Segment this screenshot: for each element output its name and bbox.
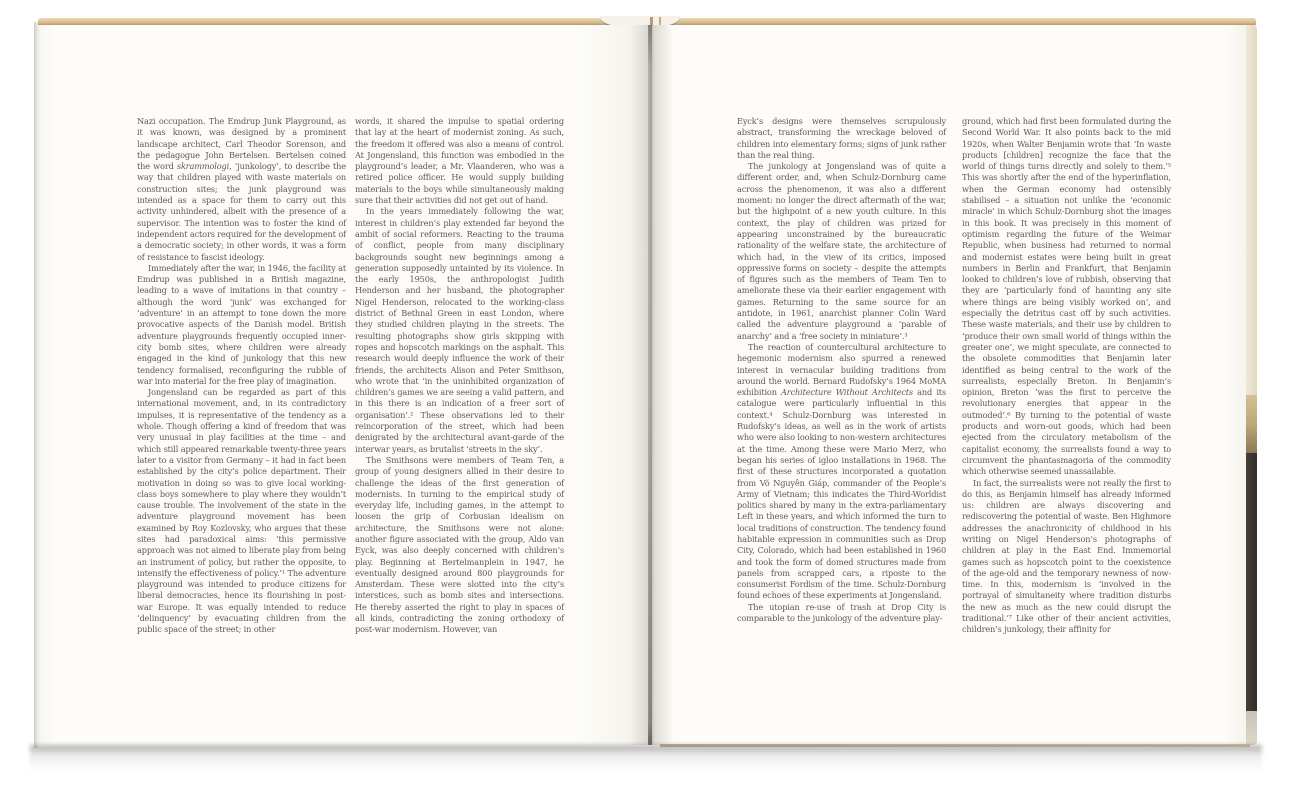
text-column-4 xyxy=(962,116,1171,636)
fore-edge-pages-speckled xyxy=(1246,395,1257,453)
page-gutter-line xyxy=(648,25,652,745)
fore-edge xyxy=(1246,25,1257,745)
paragraph: Immediately after the war, in 1946, the facility at Emdrup was published in a British magazine, leading to a wave of imitations in that country – although the word ‘junk’ was exchanged for ‘adventure’ in an attempt to tone down the more provocative aspects of the Danish model. British adventure playgrounds frequently occupied inner-city bomb sites, where children were already engaged in the kind of junkology that this new tendency formalised, reconfiguring the rubble of war into material for the free play of imagination. xyxy=(137,262,346,386)
paragraph: The utopian re-use of trash at Drop City is comparable to the junkology of the adventure play- xyxy=(737,601,946,624)
paragraph: The junkology at Jongensland was of quite a different order, and, when Schulz-Dornburg came across the phenomenon, it was also a different moment: no longer the direct aftermath of the war, but the highpoint of a new youth culture. In this context, the play of children was prized for appearing unconstrained by the bureaucratic rationality of the welfare state, the architecture of which had, in the view of its critics, imposed oppressive forms on society – despite the attempts of figures such as the members of Team Ten to ameliorate these via their earlier engagement with games. Returning to the same source for an antidote, in 1961, anarchist planner Colin Ward called the adventure playground a ‘parable of anarchy’ and a ‘free society in miniature’.³ xyxy=(737,161,946,341)
fore-edge-pages-lower xyxy=(1246,711,1257,745)
left-page-edge-shade xyxy=(34,22,40,748)
fore-edge-pages-light xyxy=(1246,25,1257,395)
paragraph: In fact, the surrealists were not really the first to do this, as Benjamin himself has already informed us: children are always discovering and rediscovering the potential of waste. Ben Highmore addresses the anachronicity of childhood in his writing on Nigel Henderson’s photographs of children at play in the East End. Immemorial games such as hopscotch point to the coexistence of the age-old and the temporary newness of now-time. In this, modernism is ‘involved in the portrayal of simultaneity where tradition disturbs the new as much as the new could disrupt the traditional.’⁷ Like other of their ancient activities, children’s junkology, their affinity for xyxy=(962,477,1171,635)
paragraph: ground, which had first been formulated during the Second World War. It also points back to the mid 1920s, when Walter Benjamin wrote that ‘In waste products [children] recognize the face that the world of things turns directly and solely to them.’⁵ This was shortly after the end of the hyperinflation, when the German economy had ostensibly stabilised – a situation not unlike the ‘economic miracle’ in which Schulz-Dornburg shot the images in this book. It was precisely in this moment of optimism regarding the future of the Weimar Republic, when business had returned to normal and modernist estates were being built in great numbers in Berlin and Frankfurt, that Benjamin looked to children’s love of rubbish, observing that they are ‘particularly fond of haunting any site where things are being visibly worked on’, and especially the detritus cast off by such activities. These waste materials, and their use by children to ‘produce their own small world of things within the greater one’, we might speculate, are connected to the obsolete commodities that Benjamin later identified as being central to the work of the surrealists, especially Breton. In Benjamin’s opinion, Breton ‘was the first to perceive the revolutionary energies that appear in the outmoded’.⁶ By turning to the potential of waste products and worn-out goods, which had been ejected from the circulatory metabolism of the capitalist economy, the surrealists found a way to circumvent the phantasmagoria of the commodity which otherwise seemed unassailable. xyxy=(962,116,1171,477)
text-column-3 xyxy=(737,116,946,624)
paragraph: words, it shared the impulse to spatial ordering that lay at the heart of modernist zoning. As such, the freedom it offered was also a means of control. At Jongensland, this function was embodied in the playground’s leader, a Mr. Vlaanderen, who was a retired police officer. He would supply building materials to the boys while simultaneously making sure that their activities did not get out of hand. xyxy=(355,116,564,206)
paragraph: Eyck’s designs were themselves scrupulously abstract, transforming the wreckage beloved of children into elementary forms; signs of junk rather than the real thing. xyxy=(737,116,946,160)
book-drop-shadow xyxy=(30,745,1262,771)
fore-edge-pages-dark xyxy=(1246,453,1257,711)
paragraph: The reaction of countercultural architecture to hegemonic modernism also spurred a renewed interest in vernacular building traditions from around the world. Bernard Rudofsky’s 1964 MoMA exhibition Architecture Without Architects and its catalogue were particularly influential in this context.⁴ Schulz-Dornburg was interested in Rudofsky’s ideas, as well as in the work of artists who were also looking to non-western architectures at the time. Among these were Mario Merz, who began his series of igloo installations in 1968. The first of these structures incorporated a quotation from Võ Nguyên Giáp, commander of the People’s Army of Vietnam; this indicates the Third-Worldist politics shared by many in the extra-parliamentary Left in these years, and which informed the turn to local traditions of construction. The tendency found habitable expression in communities such as Drop City, Colorado, which had been established in 1960 and took the form of domed structures made from panels from scrapped cars, a riposte to the consumerist Fordism of the time. Schulz-Dornburg found echoes of these experiments at Jongensland. xyxy=(737,341,946,601)
text-column-2 xyxy=(355,116,564,636)
paragraph: Nazi occupation. The Emdrup Junk Playground, as it was known, was designed by a prominent landscape architect, Carl Theodor Sorenson, and the pedagogue John Bertelsen. Bertelsen coined the word skrammologi, ‘junkology’, to describe the way that children played with waste materials on construction sites; the junk playground was intended as a space for them to carry out this activity unhindered, albeit with the presence of a supervisor. The intention was to foster the kind of independent actors required for the development of a democratic society; in other words, it was a form of resistance to fascist ideology. xyxy=(137,116,346,262)
paragraph: Jongensland can be regarded as part of this international movement, and, in its contradictory impulses, it is representative of the tendency as a whole. Though offering a kind of freedom that was very unusual in play facilities at the time – and which still appeared remarkable twenty-three years later to a visitor from Germany – it had in fact been established by the city’s police department. Their motivation in doing so was to give local working-class boys somewhere to play where they wouldn’t cause trouble. The involvement of the state in the adventure playground movement has been examined by Roy Kozlovsky, who argues that these sites had paradoxical aims: ‘this permissive approach was not aimed to liberate play from being an instrument of policy, but rather the opposite, to intensify the effectiveness of policy.’¹ The adventure playground was intended to produce citizens for liberal democracies, hence its flourishing in post-war Europe. It was equally intended to reduce ‘delinquency’ by evacuating children from the public space of the street; in other xyxy=(137,387,346,635)
text-column-1 xyxy=(137,116,346,636)
paragraph: In the years immediately following the war, interest in children’s play extended far beyond the ambit of social reformers. Reacting to the trauma of conflict, people from many disciplinary backgrounds sought new beginnings among a generation supposedly untainted by its violence. In the early 1950s, the anthropologist Judith Henderson and her husband, the photographer Nigel Henderson, relocated to the working-class district of Bethnal Green in east London, where they studied children playing in the streets. The resulting photographs show girls skipping with ropes and hopscotch markings on the asphalt. This research would deeply influence the work of their friends, the architects Alison and Peter Smithson, who wrote that ‘in the uninhibited organization of children’s games we are seeing a valid pattern, and in this there is an indication of a freer sort of organisation’.² These observations led to their reincorporation of the street, which had been denigrated by the architectural avant-garde of the interwar years, as brutalist ‘streets in the sky’. xyxy=(355,206,564,454)
paragraph: The Smithsons were members of Team Ten, a group of young designers allied in their desire to challenge the ideas of the first generation of modernists. In turning to the empirical study of everyday life, including games, in the attempt to loosen the grip of Corbusian idealism on architecture, the Smithsons were not alone: another figure associated with the group, Aldo van Eyck, was also deeply concerned with children’s play. Beginning at Bertelmanplein in 1947, he eventually designed around 800 playgrounds for Amsterdam. These were slotted into the city’s interstices, such as bomb sites and intersections. He thereby asserted the right to play in spaces of all kinds, contradicting the zoning orthodoxy of post-war modernism. However, van xyxy=(355,454,564,635)
